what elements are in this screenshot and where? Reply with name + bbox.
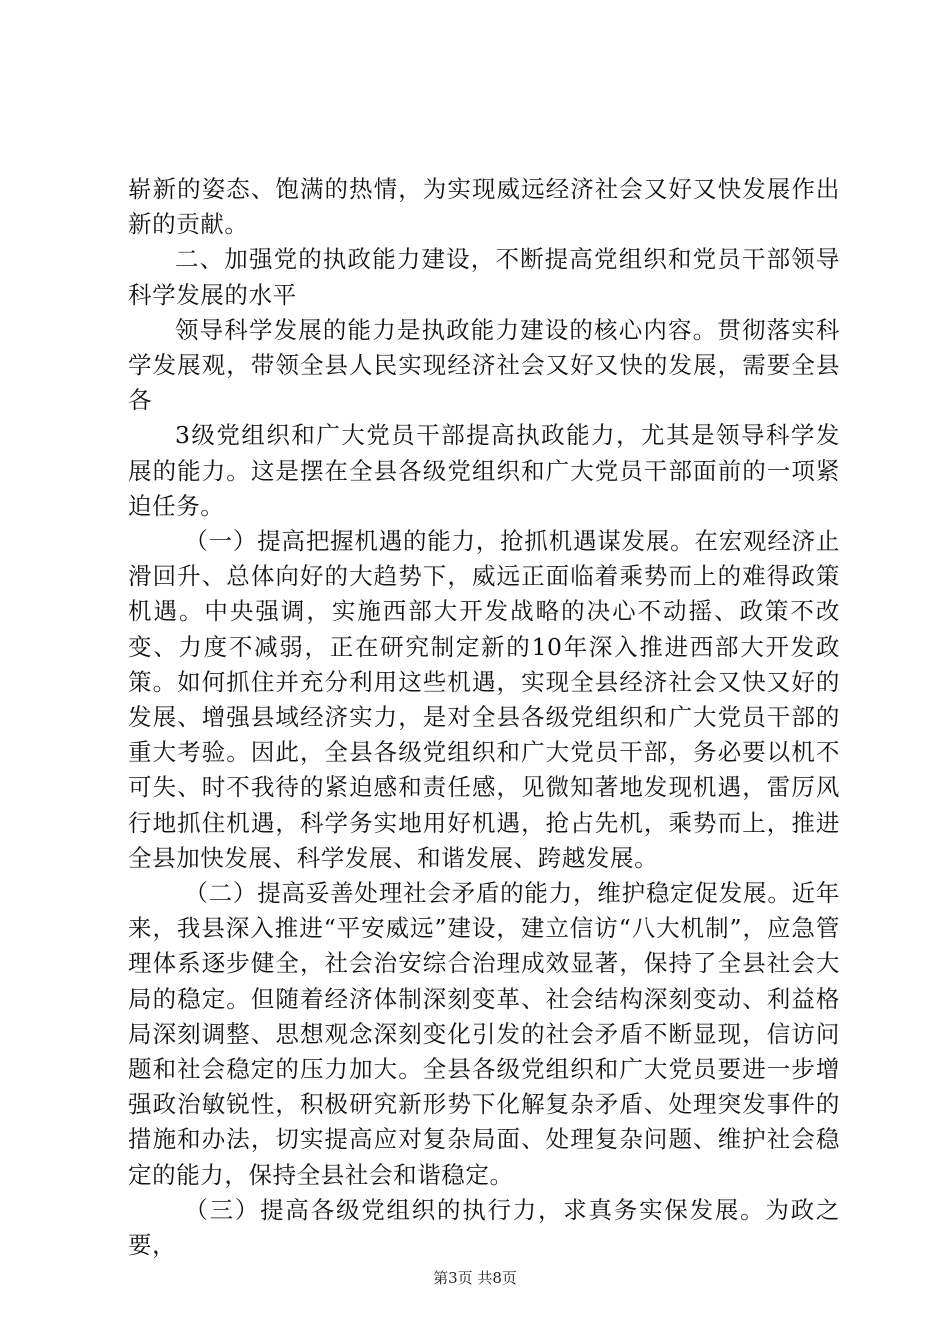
document-body xyxy=(128,172,840,1263)
subsection-2-stability: （二）提高妥善处理社会矛盾的能力，维护稳定促发展。近年来，我县深入推进“平安威远”建设，建立信访“八大机制”，应急管理体系逐步健全，社会治安综合治理成效显著，保持了全县社会大局的稳定。但随着经济体制深刻变革、社会结构深刻变动、利益格局深刻调整、思想观念深刻变化引发的社会矛盾不断显现，信访问题和社会稳定的压力加大。全县各级党组织和广大党员要进一步增强政治敏锐性，积极研究新形势下化解复杂矛盾、处理突发事件的措施和办法，切实提高应对复杂局面、处理复杂问题、维护社会稳定的能力，保持全县社会和谐稳定。 xyxy=(128,879,840,1189)
paragraph-continuation: 崭新的姿态、饱满的热情，为实现威远经济社会又好又快发展作出新的贡献。 xyxy=(128,175,840,239)
section-heading-2: 二、加强党的执政能力建设，不断提高党组织和党员干部领导科学发展的水平 xyxy=(128,245,840,309)
paragraph-leadership: 领导科学发展的能力是执政能力建设的核心内容。贯彻落实科学发展观，带领全县人民实现经济社会又好又快的发展，需要全县各 xyxy=(128,315,840,415)
page-number-footer: 第3页 共8页 xyxy=(433,1269,517,1287)
subsection-1-opportunity: （一）提高把握机遇的能力，抢抓机遇谋发展。在宏观经济止滑回升、总体向好的大趋势下，威远正面临着乘势而上的难得政策机遇。中央强调，实施西部大开发战略的决心不动摇、政策不改变、力度不减弱，正在研究制定新的10年深入推进西部大开发政策。如何抓住并充分利用这些机遇，实现全县经济社会又快又好的发展、增强县域经济实力，是对全县各级党组织和广大党员干部的重大考验。因此，全县各级党组织和广大党员干部，务必要以机不可失、时不我待的紧迫感和责任感，见微知著地发现机遇，雷厉风行地抓住机遇，科学务实地用好机遇，抢占先机，乘势而上，推进全县加快发展、科学发展、和谐发展、跨越发展。 xyxy=(128,527,840,872)
subsection-3-execution: （三）提高各级党组织的执行力，求真务实保发展。为政之要， xyxy=(128,1195,840,1260)
paragraph-levels: 3级党组织和广大党员干部提高执政能力，尤其是领导科学发展的能力。这是摆在全县各级党组织和广大党员干部面前的一项紧迫任务。 xyxy=(128,421,840,520)
